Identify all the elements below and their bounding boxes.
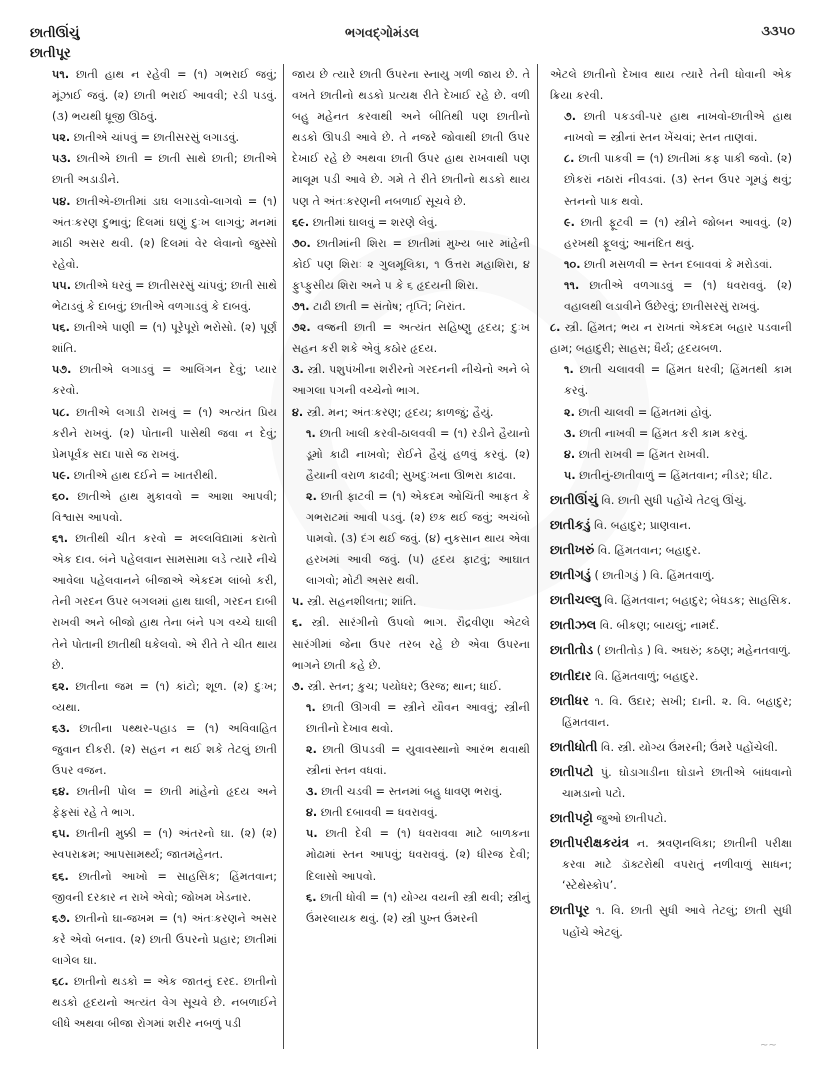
entry-text: છાતી ચલાવવી = હિંમત ધરવી; હિંમતથી કામ કરવું.	[564, 363, 793, 398]
headword: છાતીઝલ	[550, 617, 597, 633]
idiom-entry	[52, 908, 277, 971]
entry-text: છાતીનો આખો = સાહસિક; હિંમતવાન; જીવની દરકાર ન રાખે એવો; જોખમ ખેડનાર.	[52, 869, 278, 904]
guide-word-last: છાતીપૂર	[30, 46, 71, 61]
entry-number: ૫૬.	[52, 321, 70, 335]
headword: છાતીધોતી	[550, 738, 598, 754]
entry-text: છાતી મસળવી = સ્તન દબાવવાં કે મરોડવાં.	[584, 257, 773, 271]
headword: છાતીકડું	[550, 516, 591, 532]
idiom-entry	[292, 781, 530, 802]
entry-text: છાતી પાકવી = (૧) છાતીમાં કફ પાકી જવો. (૨) છોકરાં નઠારાં નીવડવાં. (૩) સ્તન ઉપર ગૂમડું થવું; સ્તનનો પાક થવો.	[564, 152, 792, 208]
entry-text: છાતી ચડવી = સ્તનમાં બહુ ધાવણ ભરાવું.	[321, 785, 503, 799]
entry-number: ૬.	[306, 890, 317, 904]
entry-number: ૧.	[564, 363, 574, 377]
entry-text: છાતી ધોવી = (૧) યોગ્ય વયની સ્ત્રી થવી; સ્ત્રીનું ઉંમરલાયક થવું. (૨) સ્ત્રી પુખ્ત ઉંમરની	[306, 890, 530, 925]
headword-definition: વિ. સ્ત્રી. યોગ્ય ઉંમરની; ઉંમરે પહોંચેલી.	[601, 740, 778, 754]
idiom-entry	[292, 212, 530, 233]
entry-text: છાતી ખાલી કરવી-ઠાલવવી = (૧) રડીને હૈયાનો ડૂમો કાઢી નાખવો; રોઈને હૈયું હળવું કરવું. (૨) હૈયાની વરાળ કાઢવી; સુખદુઃખના ઊભરા કાઢવા.	[306, 426, 530, 482]
entry-text: છાતી દેવી = (૧) ધવરાવવા માટે બાળકના મોઢામાં સ્તન આપવું; ધવરાવવું. (૨) ધીરજ દેવી; દિલાસો આપવો.	[306, 827, 530, 883]
page-number: ૩૩૫૦	[761, 24, 795, 39]
entry-number: ૬૩.	[52, 721, 70, 735]
headword-definition: વિ. હિંમતવાન; બહાદુર.	[597, 544, 701, 558]
guide-words	[30, 24, 79, 64]
entry-number: ૭.	[564, 110, 577, 124]
headword: છાતીતોડ	[550, 642, 594, 658]
entry-text: ટાઢી છાતી = સંતોષ; તૃપ્તિ; નિરાંત.	[313, 300, 466, 314]
headword: છાતીપટો	[550, 763, 594, 779]
headword: છાતીઊંચું	[550, 491, 598, 507]
column-divider-left	[283, 64, 284, 1049]
entry-text: જાય છે ત્યારે છાતી ઉપરના સ્નાયુ ગળી જાય છે. તે વખતે છાતીનો થડકો પ્રત્યક્ષ રીતે દેખાઈ રહે છે. વળી બહુ મહેનત કરવાથી અને બીતિથી પણ છાતીનો થડકો ઊપડી આવે છે. તે નજરે જોવાથી છાતી ઉપર દેખાઈ રહે છે અથવા છાતી ઉપર હાથ રાખવાથી પણ માલૂમ પડી આવે છે. ગમે તે રીતે છાતીનો થડકો થાય પણ તે અંતઃકરણની નબળાઈ સૂચવે છે.	[292, 68, 530, 208]
entry-text: છાતીએ પાણી = (૧) પૂરેપૂરો ભરોસો. (૨) પૂર્ણ શાંતિ.	[52, 321, 277, 356]
headword-entry	[550, 690, 792, 733]
entry-text: સ્ત્રી. સારંગીનો ઉપલો ભાગ. રૌદ્રવીણા એટલે સારંગીમાં જેના ઉપર તરબ રહે છે એવા ઉપરના ભાગને છાતી કહે છે.	[292, 616, 530, 672]
entry-text: છાતીએ લગાડી રાખવું = (૧) અત્યંત પ્રિય કરીને રાખવું. (૨) પોતાની પાસેથી જવા ન દેવું; પ્રેમપૂર્વક સદા પાસે જ રાખવું.	[52, 405, 278, 461]
entry-text: છાતી નાખવી = હિંમત કરી કામ કરવું.	[579, 426, 748, 440]
printer-mark: ~~	[760, 1040, 777, 1051]
entry-text: એટલે છાતીનો દેખાવ થાય ત્યારે તેની ધોવાની એક ક્રિયા કરવી.	[550, 68, 792, 103]
sense-entry	[292, 676, 530, 697]
idiom-entry	[292, 486, 530, 591]
idiom-entry	[550, 148, 792, 211]
entry-number: ૬૯.	[292, 215, 310, 229]
entry-text: છાતીએ ચાંપવું = છાતીસરસું લગાડવું.	[73, 131, 240, 145]
idiom-entry	[550, 465, 792, 486]
entry-text: છાતી હાથ ન રહેવી = (૧) ગભરાઈ જવું; મૂંઝાઈ જવું. (૨) છાતી ભરાઈ આવવી; રડી પડવું. (૩) ભયથી ધ્રૂજી ઊઠવું.	[52, 68, 277, 124]
entry-number: ૬.	[292, 616, 303, 630]
entry-text: છાતીએ વળગાડવું = (૧) ધવરાવવું. (૨) વહાલથી લડાવીને ઉછેરવું; છાતીસરસું રાખવું.	[564, 278, 793, 314]
headword-definition: જુઓ છાતીપટો.	[596, 812, 667, 826]
headword-definition: ૧. વિ. છાતી સુધી આવે તેટલું; છાતી સુધી પહોંચે એટલું.	[562, 904, 792, 939]
entry-number: ૬૬.	[52, 869, 69, 883]
idiom-entry	[550, 254, 792, 275]
headword-definition: પું. ઘોડાગાડીના ઘોડાને છાતીએ બાંધવાનો ચામડાનો પટો.	[562, 765, 792, 800]
entry-number: ૭૦.	[292, 236, 311, 250]
entry-number: ૧૦.	[564, 257, 581, 271]
entry-number: ૫૪.	[52, 194, 71, 208]
entry-text: સ્ત્રી. સહનશીલતા; શાંતિ.	[307, 595, 417, 609]
entry-number: ૨.	[306, 489, 317, 503]
entry-number: ૫૨.	[52, 131, 71, 145]
headword-definition: વિ. છાતી સુધી પહોંચે તેટલું ઊંચું.	[601, 493, 747, 507]
entry-text: છાતીનું-છાતીવાળું = હિંમતવાન; નીડર; ધીટ.	[579, 468, 773, 482]
entry-number: ૬૫.	[52, 827, 70, 841]
idiom-entry	[550, 106, 792, 148]
entry-text: છાતી રાખવી = હિંમત રાખવી.	[578, 447, 710, 461]
headword-entry	[550, 639, 792, 661]
idiom-entry	[52, 781, 277, 823]
entry-number: ૨.	[306, 743, 317, 756]
headword-definition: ( છાતીતોડ઼ ) વિ. અઘરું; કઠણ; મહેનતવાળું.	[596, 644, 791, 658]
entry-number: ૬૭.	[52, 911, 71, 925]
entry-text: છાતીએ લગાડવું = આલિંગન દેવું; પ્યાર કરવો.	[52, 363, 277, 398]
entry-text: છાતીના જમ = (૧) કાંટો; શૂળ. (૨) દુઃખ; વ્યથા.	[52, 679, 277, 714]
entry-number: ૭૨.	[292, 321, 311, 335]
entry-number: ૪.	[292, 405, 304, 419]
idiom-entry	[52, 465, 277, 486]
entry-number: ૫૮.	[52, 405, 70, 419]
entry-number: ૫૩.	[52, 152, 72, 166]
idiom-entry	[550, 275, 792, 317]
entry-number: ૭.	[292, 679, 305, 693]
headword-entry	[550, 665, 792, 687]
guide-word-first: છાતીઊંચું	[30, 26, 80, 41]
idiom-entry	[292, 887, 530, 929]
headword: છાતીગડું	[550, 567, 591, 583]
idiom-entry	[52, 718, 277, 781]
headword-definition: વિ. હિંમતવાળું; બહાદુર.	[594, 669, 699, 683]
idiom-entry	[550, 359, 792, 401]
entry-text: છાતીએ હાથ મુકાવવો = આશા આપવી; વિશ્વાસ આપવો.	[52, 489, 277, 524]
idiom-entry	[292, 296, 530, 317]
headword-entry	[550, 589, 792, 611]
headword-entry	[550, 899, 792, 942]
entry-number: ૩.	[306, 785, 318, 799]
entry-number: ૪.	[564, 447, 576, 461]
idiom-entry	[52, 528, 277, 676]
idiom-entry	[52, 64, 277, 127]
entry-number: ૯.	[564, 215, 575, 229]
idiom-entry	[292, 739, 530, 781]
idiom-entry	[550, 212, 792, 254]
headword-entry	[550, 514, 792, 536]
headword: છાતીખરું	[550, 542, 595, 558]
idiom-entry	[52, 148, 277, 190]
entry-text: છાતીથી ચીત કરવો = મલ્લવિદ્યામાં કરાતો એક દાવ. બંને પહેલવાન સામસામા લડે ત્યારે નીચે આવેલા પહેલવાનને બીજાએ એકદમ લાંબો કરી, તેની ગરદન ઉપર બગલમાં હાથ ઘાલી, ગરદન દાબી રાખવી અને બીજો હાથ તેના બંને પગ વચ્ચે ઘાલી તેને પોતાની છાતીથી ધકેલવો. એ રીતે તે ચીત થાય છે.	[52, 532, 277, 672]
headword-entry	[550, 564, 792, 586]
entry-text: છાતી ફૂટવી = (૧) સ્ત્રીને જોબન આવવું. (૨) હરખથી ફૂલવું; આનંદિત થવું.	[564, 215, 792, 250]
entry-number: ૬૨.	[52, 679, 70, 693]
entry-number: ૫૫.	[52, 278, 71, 292]
sense-entry	[550, 317, 792, 359]
idiom-entry	[292, 423, 530, 486]
entry-number: ૬૧.	[52, 532, 68, 546]
idiom-entry	[52, 359, 277, 401]
entry-text: સ્ત્રી. પશુપંખીના શરીરનો ગરદનની નીચેનો અને બે આગલા પગની વચ્ચેનો ભાગ.	[292, 363, 530, 398]
headword-entry	[550, 807, 792, 829]
idiom-entry	[292, 233, 530, 296]
entry-text: વજ્રની છાતી = અત્યંત સહિષ્ણુ હૃદય; દુઃખ સહન કરી શકે એવું કઠોર હૃદય.	[292, 321, 530, 356]
entry-number: ૧૧.	[564, 278, 580, 292]
entry-number: ૩.	[564, 426, 576, 440]
entry-number: ૮.	[564, 152, 575, 166]
idiom-entry	[292, 64, 530, 212]
entry-text: સ્ત્રી. મન; અંતઃકરણ; હૃદય; કાળજું; હૈયું.	[306, 405, 494, 419]
entry-text: છાતીએ છાતી = છાતી સાથે છાતી; છાતીએ છાતી અડાડીને.	[52, 152, 278, 187]
entry-text: છાતીએ-છાતીમાં ડાઘ લગાડવો-લાગવો = (૧) અંતઃકરણ દુભાવું; દિલમાં ઘણું દુઃખ લાગવું; મનમાં માઠી અસર થવી. (૨) દિલમાં વેર લેવાનો જુસ્સો રહેવો.	[52, 194, 277, 271]
headword-entry	[550, 761, 792, 804]
entry-text: છાતીમાંની શિરા = છાતીમાં મુખ્ય બાર માંહેની કોઈ પણ શિરાઃ ૨ ગુલમૂલિકા, ૧ ઉત્તરા મહાશિરા, ૪ ફુપ્ફુસીય શિરા અને ૫ કે ૬ હૃદયની શિરા.	[292, 236, 530, 292]
column-divider-right	[537, 64, 538, 1049]
entry-number: ૧.	[306, 426, 316, 440]
entry-text: છાતી ઊપડવી = યુવાવસ્થાનો આરંભ થવાથી સ્ત્રીનાં સ્તન વધવાં.	[306, 743, 530, 778]
idiom-entry	[52, 486, 277, 528]
entry-text: છાતીએ હાથ દઈને = ખાતરીથી.	[73, 468, 218, 482]
headword: છાતીપરીક્ષકયંત્ર	[550, 835, 630, 851]
entry-text: સ્ત્રી. હિંમત; ભય ન રાખતાં એકદમ બહાર પડવાની હામ; બહાદુરી; સાહસ; ધૈર્ય; હૃદયબળ.	[550, 321, 792, 356]
idiom-entry	[52, 275, 277, 317]
entry-text: છાતીમાં ઘાલવું = શરણે લેવું.	[312, 215, 438, 229]
entry-number: ૧.	[306, 700, 316, 714]
sense-entry	[292, 402, 530, 423]
idiom-entry	[52, 127, 277, 148]
headword: છાતીચલ્લુ	[550, 592, 601, 608]
entry-text: છાતીના પથ્થર-પહાડ = (૧) અવિવાહિત જુવાન દીકરી. (૨) સહન ન થઈ શકે તેટલું છાતી ઉપર વજન.	[52, 721, 277, 778]
entry-number: ૨.	[564, 405, 575, 419]
sense-entry	[292, 612, 530, 675]
entry-number: ૭૧.	[292, 300, 310, 314]
entry-text: છાતી દબાવવી = ધવરાવવું.	[320, 806, 438, 820]
idiom-entry	[550, 444, 792, 465]
entry-number: ૫.	[292, 595, 304, 609]
headword: છાતીપૂર	[550, 902, 590, 918]
entry-number: ૫.	[306, 827, 318, 841]
idiom-entry	[292, 317, 530, 359]
entry-text: છાતીની મુક્કી = (૧) અંતરનો ઘા. (૨) (૨) સ્વપરાક્રમ; આપસામર્થ્ય; જાતમહેનત.	[52, 827, 277, 862]
headword-definition: ૧. વિ. ઉદાર; સખી; દાની. ૨. વિ. બહાદુર; હિંમતવાન.	[562, 694, 792, 729]
idiom-entry	[52, 866, 277, 908]
entry-number: ૫૧.	[52, 68, 70, 81]
column-2	[292, 64, 530, 929]
entry-number: ૮.	[550, 321, 561, 335]
entry-number: ૪.	[306, 806, 318, 820]
idiom-entry	[292, 823, 530, 886]
headword: છાતીપટ્ટો	[550, 810, 593, 826]
headword-definition: વિ. બહાદુર; પ્રાણવાન.	[594, 518, 692, 532]
page-header	[0, 0, 825, 60]
headword-definition: ન. શ્રવણનલિકા; છાતીની પરીક્ષા કરવા માટે ડૉક્ટરોથી વપરાતું નળીવાળું સાધન; ‘સ્ટેથેસ્કોપ’.	[562, 837, 792, 893]
idiom-entry	[550, 423, 792, 444]
entry-text: છાતી પકડવી-પર હાથ નાખવો-છાતીએ હાથ નાખવો = સ્ત્રીનાં સ્તન ખેંચવાં; સ્તન તાણવાં.	[564, 110, 792, 145]
entry-text: છાતીની પોલ = છાતી માંહેનો હૃદય અને ફેફસાં રહે તે ભાગ.	[52, 785, 277, 820]
idiom-entry	[52, 317, 277, 359]
sense-entry	[292, 359, 530, 401]
sense-entry	[292, 591, 530, 612]
entry-text: છાતી ઊગવી = સ્ત્રીને યૌવન આવવું; સ્ત્રીની છાતીનો દેખાવ થવો.	[306, 700, 530, 735]
headword-entry	[550, 539, 792, 561]
headword-definition: ( છાતીગડું ) વિ. હિંમતવાળું.	[594, 569, 715, 583]
idiom-entry	[550, 64, 792, 106]
entry-number: ૫.	[564, 468, 576, 482]
entry-number: ૩.	[292, 363, 304, 377]
idiom-entry	[52, 823, 277, 865]
idiom-entry	[52, 402, 277, 465]
entry-number: ૫૯.	[52, 468, 71, 482]
entry-number: ૬૮.	[52, 975, 69, 989]
entry-text: છાતીનો ઘા-જખમ = (૧) અંતઃકરણને અસર કરે એવો બનાવ. (૨) છાતી ઉપરનો પ્રહાર; છાતીમાં લાગેલ ઘા.	[52, 911, 277, 967]
headword-entry	[550, 489, 792, 511]
headword: છાતીદાર	[550, 667, 592, 683]
entry-number: ૬૦.	[52, 489, 70, 503]
column-1	[52, 64, 277, 1034]
headword-definition: વિ. હિંમતવાન; બહાદુર; બેધડક; સાહસિક.	[604, 594, 792, 608]
idiom-entry	[52, 676, 277, 718]
headword-entry	[550, 736, 792, 758]
dictionary-title: ભગવદ્ગોમંડલ	[345, 26, 420, 41]
idiom-entry	[52, 971, 277, 1034]
column-3	[550, 64, 792, 943]
entry-number: ૫૭.	[52, 363, 72, 377]
idiom-entry	[550, 402, 792, 423]
entry-text: છાતીએ ધરવું = છાતીસરસું ચાંપવું; છાતી સાથે ભેટાડવું કે દાબવું; છાતીએ વળગાડવું કે દાબવું.	[52, 278, 278, 314]
headword-definition: વિ. બીકણ; બાયલું; નામર્દ.	[599, 619, 720, 633]
entry-text: સ્ત્રી. સ્તન; કુચ; પયોધર; ઉરજ; થાન; ધાઈ.	[307, 679, 502, 693]
entry-text: છાતી ચાલવી = હિંમતમાં હોવું.	[578, 405, 713, 419]
headword-entry	[550, 832, 792, 896]
idiom-entry	[52, 191, 277, 275]
headword: છાતીધર	[550, 692, 589, 708]
idiom-entry	[292, 697, 530, 739]
entry-text: છાતીનો થડકો = એક જાતનું દરદ. છાતીનો થડકો હૃદયનો અત્યંત વેગ સૂચવે છે. નબળાઈને લીધે અથવા બીજા રોગમાં શરીર નબળું પડી	[52, 975, 277, 1031]
entry-text: છાતી ફાટવી = (૧) એકદમ ઓચિંતી આફત કે ગભરાટમાં આવી પડવું. (૨) છક થઈ જવું; અચંબો પામવો. (૩) દંગ થઈ જવું. (૪) નુકસાન થાય એવા હરખમાં આવી જવું. (૫) હૃદય ફાટવું; આઘાત લાગવો; મોટી અસર થવી.	[306, 489, 530, 588]
headword-entry	[550, 614, 792, 636]
idiom-entry	[292, 802, 530, 823]
entry-number: ૬૪.	[52, 785, 70, 799]
